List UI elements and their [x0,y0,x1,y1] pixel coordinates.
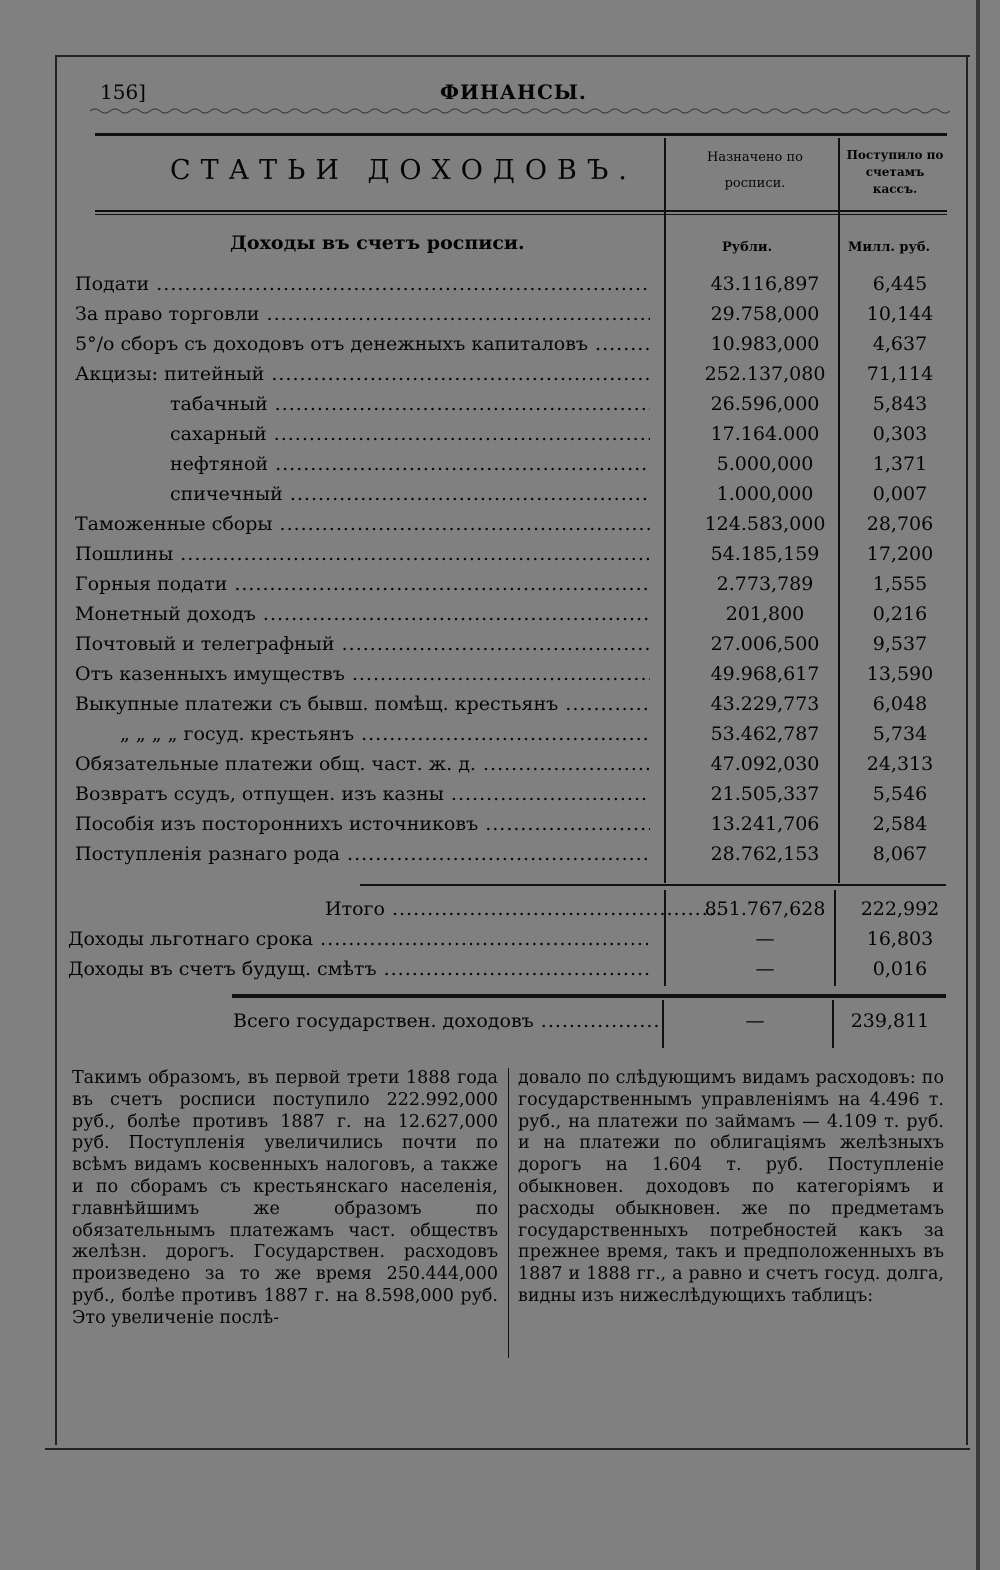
row-label: 5°/о сборъ съ доходовъ отъ денежныхъ капиталовъ ..... [75,333,650,355]
table-row [75,693,955,723]
extra-label: Доходы льготнаго срока ..... [68,928,650,950]
table-row [75,633,955,663]
row-received: 4,637 [872,333,928,355]
table-top-rule [95,133,947,136]
row-received: 17,200 [866,543,934,565]
total-received: 222,992 [860,898,940,920]
table-row [75,333,955,363]
column-separator [508,1068,509,1358]
row-assigned: 10.983,000 [710,333,820,355]
frame-left-rule [55,55,57,1445]
extra-assigned: — [755,958,775,980]
row-assigned: 2.773,789 [716,573,814,595]
unit-received: Милл. руб. [848,240,931,255]
row-label: Отъ казенныхъ имуществъ ..... [75,663,650,685]
paragraph-left: Такимъ образомъ, въ первой трети 1888 года въ счетъ росписи поступило 222.992,000 руб., болѣе противъ 1887 г. на 12.627,000 руб. Поступленія увеличились почти по всѣмъ видамъ косвенныхъ налоговъ, а также и по сборамъ съ крестьянскаго населенія, главнѣйшимъ же образомъ по обязательнымъ платежамъ част. обществъ желѣзн. дорогъ. Государствен. расходовъ произведено за то же время 250.444,000 руб., болѣе противъ 1887 г. на 8.598,000 руб. Это увеличеніе послѣ- [72,1068,498,1328]
grand-total-received: 239,811 [850,1010,930,1032]
row-received: 9,537 [872,633,928,655]
row-label: Горныя подати ..... [75,573,650,595]
row-assigned: 53.462,787 [710,723,820,745]
table-row [75,723,955,753]
row-assigned: 201,800 [725,603,805,625]
row-assigned: 5.000,000 [716,453,814,475]
table-row [75,573,955,603]
row-received: 28,706 [866,513,934,535]
row-assigned: 26.596,000 [710,393,820,415]
row-received: 0,216 [872,603,928,625]
row-label: спичечный ..... [170,483,650,505]
table-row [75,273,955,303]
extra-received: 16,803 [866,928,934,950]
table-row [75,453,955,483]
total-row [75,898,955,928]
table-row [75,663,955,693]
total-top-rule [360,884,946,886]
row-label: Почтовый и телеграфный ..... [75,633,650,655]
ornamental-wavy-rule [90,107,950,115]
row-received: 6,048 [872,693,928,715]
header-bottom-rule [95,210,947,212]
row-received: 5,734 [872,723,928,745]
table-row [75,483,955,513]
row-label: Обязательные платежи общ. част. ж. д. ..... [75,753,650,775]
table-row [75,393,955,423]
table-row [75,843,955,873]
row-received: 1,371 [872,453,928,475]
row-received: 13,590 [866,663,934,685]
row-received: 10,144 [866,303,934,325]
row-received: 8,067 [872,843,928,865]
row-label: Выкупные платежи съ бывш. помѣщ. крестьянъ ..... [75,693,650,715]
row-assigned: 124.583,000 [704,513,826,535]
row-label: табачный ..... [170,393,650,415]
extra-row [68,958,948,988]
column-header-received: Поступило по счетамъ кассъ. [846,148,944,196]
row-label: Таможенные сборы ..... [75,513,650,535]
header-bottom-rule-2 [95,214,947,215]
row-assigned: 54.185,159 [710,543,820,565]
row-assigned: 21.505,337 [710,783,820,805]
row-assigned: 43.116,897 [710,273,820,295]
row-received: 24,313 [866,753,934,775]
row-received: 71,114 [866,363,934,385]
table-row [75,813,955,843]
unit-assigned: Рубли. [722,240,773,255]
row-label: Пособія изъ постороннихъ источниковъ ..... [75,813,650,835]
table-row [75,543,955,573]
column-header-assigned: Назначено по росписи. [707,150,803,191]
row-received: 5,843 [872,393,928,415]
row-assigned: 17.164.000 [710,423,820,445]
row-label: сахарный ..... [170,423,650,445]
frame-bottom-rule [45,1448,970,1450]
row-received: 5,546 [872,783,928,805]
paragraph-right: довало по слѣдующимъ видамъ расходовъ: по государственнымъ управленіямъ на 4.496 т. руб., на платежи по займамъ — 4.109 т. руб. и на платежи по облигаціямъ желѣзныхъ дорогъ на 1.604 т. руб. Поступленіе обыкновен. доходовъ по категоріямъ и расходы обыкновен. же по предметамъ государственныхъ потребностей какъ за прежнее время, такъ и предположенныхъ въ 1887 и 1888 гг., а равно и счетъ госуд. долга, видны изъ нижеслѣдующихъ таблицъ: [518,1068,944,1306]
table-row [75,513,955,543]
page-number: 156] [100,80,146,104]
table-row [75,303,955,333]
grand-total-label: Всего государствен. доходовъ ..... [233,1010,658,1032]
row-label: Возвратъ ссудъ, отпущен. изъ казны ..... [75,783,650,805]
extra-label: Доходы въ счетъ будущ. смѣтъ ..... [68,958,650,980]
row-received: 2,584 [872,813,928,835]
row-assigned: 252.137,080 [704,363,826,385]
row-label: За право торговли ..... [75,303,650,325]
table-title: СТАТЬИ ДОХОДОВЪ. [170,155,637,186]
row-assigned: 47.092,030 [710,753,820,775]
table-row [75,363,955,393]
total-assigned: 851.767,628 [704,898,826,920]
grand-total-rule [232,994,946,998]
row-received: 0,007 [872,483,928,505]
extra-row [68,928,948,958]
total-label: Итого ..... [325,898,720,920]
row-label: „ „ „ „ госуд. крестьянъ ..... [120,723,650,745]
row-assigned: 28.762,153 [710,843,820,865]
grand-total-row [75,1010,955,1040]
row-label: Акцизы: питейный ..... [75,363,650,385]
frame-top-rule [55,55,970,57]
row-assigned: 13.241,706 [710,813,820,835]
extra-received: 0,016 [872,958,928,980]
row-assigned: 43.229,773 [710,693,820,715]
page-edge [976,0,980,1570]
row-received: 0,303 [872,423,928,445]
row-assigned: 1.000,000 [716,483,814,505]
running-title: ФИНАНСЫ. [440,80,587,104]
table-row [75,423,955,453]
row-label: Монетный доходъ ..... [75,603,650,625]
row-assigned: 27.006,500 [710,633,820,655]
table-row [75,603,955,633]
section-title: Доходы въ счетъ росписи. [230,232,525,254]
extra-assigned: — [755,928,775,950]
table-row [75,753,955,783]
row-received: 1,555 [872,573,928,595]
row-label: нефтяной ..... [170,453,650,475]
row-assigned: 29.758,000 [710,303,820,325]
row-label: Поступленія разнаго рода ..... [75,843,650,865]
table-row [75,783,955,813]
row-received: 6,445 [872,273,928,295]
row-label: Пошлины ..... [75,543,650,565]
frame-right-rule [966,55,968,1445]
row-assigned: 49.968,617 [710,663,820,685]
grand-total-assigned: — [745,1010,765,1032]
row-label: Подати ..... [75,273,650,295]
